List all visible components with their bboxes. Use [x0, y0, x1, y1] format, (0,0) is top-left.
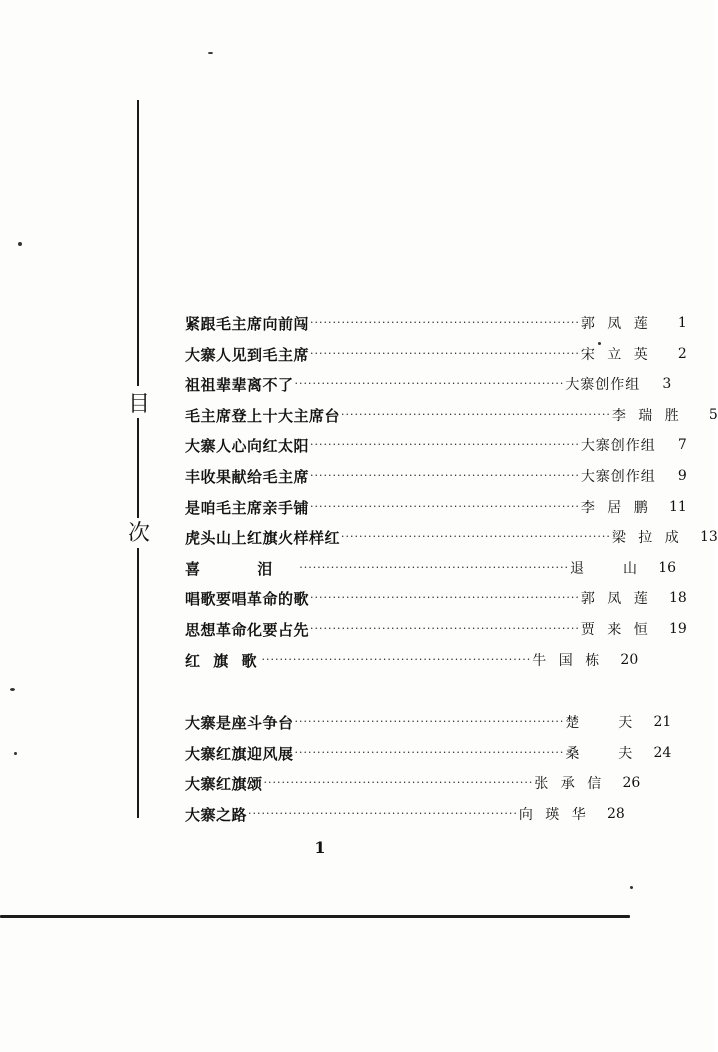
- toc-entry-title: 红 旗 歌: [185, 651, 261, 670]
- bottom-rule: [0, 915, 630, 918]
- toc-entry-page: 26: [622, 775, 641, 791]
- toc-entry-author: 梁拉成: [611, 530, 680, 546]
- scan-speck: [630, 886, 633, 889]
- dot-leader: ····························································: [248, 807, 518, 820]
- dot-leader: ····························································: [341, 408, 611, 421]
- toc-entry-title: 丰收果献给毛主席: [185, 467, 310, 486]
- toc-entry-title: 大寨之路: [185, 805, 248, 824]
- scan-speck: [18, 242, 22, 246]
- toc-entry: [185, 372, 672, 396]
- toc-entry-author: 郭凤莲: [580, 316, 649, 332]
- toc-entry-title: 大寨红旗迎风展: [185, 744, 294, 763]
- toc-entry: [185, 586, 687, 610]
- toc-entry-page: 7: [677, 437, 687, 453]
- toc-entry-author: 牛国栋: [532, 653, 601, 669]
- dot-leader: ····························································: [310, 622, 580, 635]
- toc-entry: [185, 525, 718, 549]
- toc-entry-author: 李瑞胜: [611, 408, 680, 424]
- dot-leader: ····························································: [263, 776, 534, 789]
- toc-entry-title: 紧跟毛主席向前闯: [185, 314, 310, 333]
- toc-entry-page: 28: [606, 806, 625, 822]
- dot-leader: ····························································: [299, 561, 570, 574]
- toc-entry-title: 大寨人心向红太阳: [185, 436, 310, 455]
- dot-leader: ····························································: [294, 746, 565, 759]
- toc-entry-page: 3: [662, 376, 672, 392]
- vertical-rule-top: [137, 100, 139, 386]
- toc-entry-title: 大寨人见到毛主席: [185, 345, 310, 364]
- toc-entry: [185, 741, 672, 765]
- page-number: 1: [314, 838, 326, 857]
- toc-entry-page: 18: [668, 590, 687, 606]
- toc-entry-author: 张承信: [534, 776, 603, 792]
- toc-entry-author: 向瑛华: [518, 807, 587, 823]
- toc-entry-author: 大寨创作组: [565, 377, 641, 393]
- toc-entry-page: 11: [668, 499, 687, 515]
- toc-entry: [185, 802, 625, 826]
- dot-leader: ····························································: [310, 316, 580, 329]
- toc-entry-title: 思想革命化要占先: [185, 620, 310, 639]
- toc-entry-author: 楚 天: [565, 715, 634, 731]
- toc-entry-title: 喜 泪: [185, 559, 299, 578]
- toc-entry-author: 桑 夫: [565, 746, 634, 762]
- toc-entry-author: 退 山: [570, 561, 639, 577]
- toc-entry: [185, 556, 677, 580]
- toc-entry-page: 16: [658, 560, 677, 576]
- toc-entry-author: 李居鹏: [580, 500, 649, 516]
- toc-entry: [185, 710, 672, 734]
- toc-entry-page: 20: [620, 652, 639, 668]
- dot-leader: ····························································: [341, 530, 611, 543]
- toc-heading-char-2: 次: [127, 521, 150, 546]
- toc-entry-author: 大寨创作组: [580, 438, 656, 454]
- toc-entry-page: 21: [653, 714, 672, 730]
- toc-entry-page: 24: [653, 745, 672, 761]
- toc-entry: [185, 771, 641, 795]
- toc-entry-title: 祖祖辈辈离不了: [185, 375, 294, 394]
- toc-entry-title: 大寨是座斗争台: [185, 713, 294, 732]
- dot-leader: ····························································: [310, 500, 580, 513]
- toc-entry-page: 19: [668, 621, 687, 637]
- toc-entry-author: 郭凤莲: [580, 591, 649, 607]
- toc-entry: [185, 311, 687, 335]
- toc-entry-author: 大寨创作组: [580, 469, 656, 485]
- toc-entry: [185, 342, 687, 366]
- dot-leader: ····························································: [310, 591, 580, 604]
- vertical-rule-middle: [137, 418, 139, 518]
- toc-entry: [185, 433, 687, 457]
- toc-entry-page: 9: [677, 468, 687, 484]
- toc-entry-title: 唱歌要唱革命的歌: [185, 589, 310, 608]
- toc-entry-page: 1: [677, 315, 687, 331]
- toc-entry-title: 虎头山上红旗火样样红: [185, 528, 341, 547]
- toc-entry: [185, 464, 687, 488]
- scan-speck: [208, 52, 213, 54]
- toc-entry-page: 2: [677, 346, 687, 362]
- toc-entry-author: 贾来恒: [580, 622, 649, 638]
- dot-leader: ····························································: [310, 438, 580, 451]
- toc-entry-page: 5: [708, 407, 718, 423]
- toc-heading-char-1: 目: [127, 392, 150, 417]
- dot-leader: ····························································: [310, 347, 580, 360]
- dot-leader: ····························································: [294, 715, 565, 728]
- scan-speck: [14, 752, 17, 755]
- dot-leader: ····························································: [261, 653, 532, 666]
- toc-entry: [185, 648, 639, 672]
- scan-speck: [598, 342, 601, 345]
- toc-entry-title: 是咱毛主席亲手铺: [185, 498, 310, 517]
- toc-entry-title: 大寨红旗颂: [185, 774, 263, 793]
- toc-entry-author: 宋立英: [580, 347, 649, 363]
- scan-speck: [10, 688, 15, 691]
- toc-entry-page: 13: [699, 529, 718, 545]
- toc-entry: [185, 403, 718, 427]
- dot-leader: ····························································: [310, 469, 580, 482]
- vertical-rule-bottom: [137, 548, 139, 818]
- toc-entry-title: 毛主席登上十大主席台: [185, 406, 341, 425]
- toc-entry: [185, 495, 687, 519]
- toc-entry: [185, 617, 687, 641]
- dot-leader: ····························································: [294, 377, 565, 390]
